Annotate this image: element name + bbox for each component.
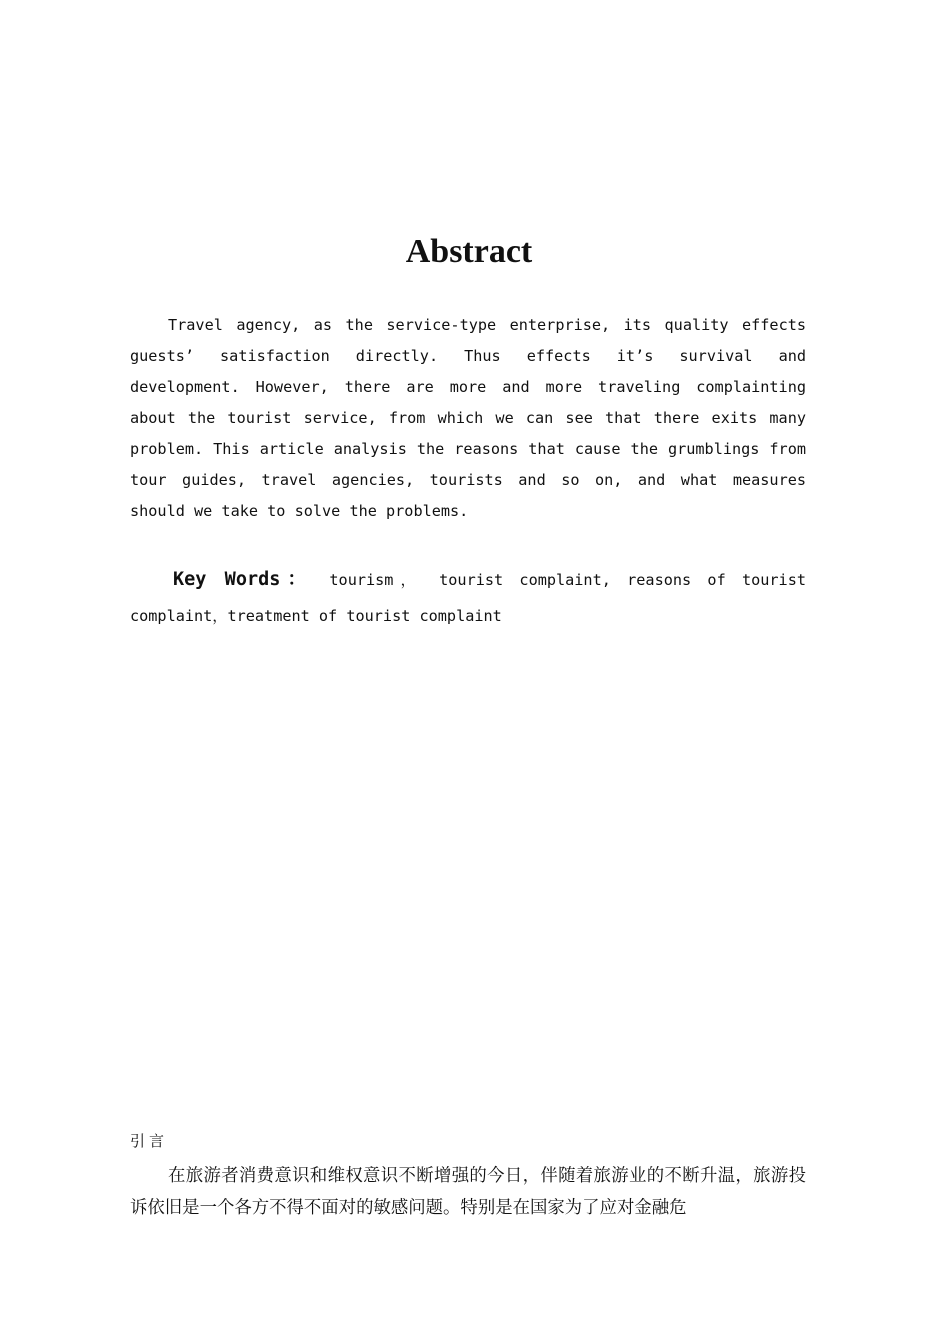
introduction-paragraph: 在旅游者消费意识和维权意识不断增强的今日，伴随着旅游业的不断升温，旅游投诉依旧是一个各方不得不面对的敏感问题。特别是在国家为了应对金融危 [130, 1166, 806, 1218]
keywords-text: tourism， tourist complaint, reasons of tourist complaint，treatment of tourist complaint [130, 571, 806, 625]
introduction-heading: 引言 [130, 1132, 169, 1150]
keywords-paragraph [130, 562, 806, 634]
abstract-paragraph: Travel agency, as the service-type enterprise, its quality effects guests’ satisfaction directly. Thus effects it’s survival and development. However, there are more and more traveling complainting about the tourist service, from which we can see that there exits many problem. This article analysis the reasons that cause the grumblings from tour guides, travel agencies, tourists and so on, and what measures should we take to solve the problems. [130, 316, 806, 520]
abstract-title: Abstract [405, 233, 533, 270]
keywords-label: Key Words： [173, 569, 314, 590]
